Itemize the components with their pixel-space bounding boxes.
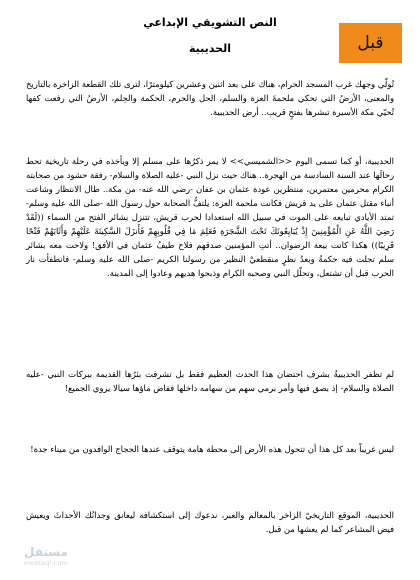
page-subtitle: الحديبية xyxy=(189,42,231,55)
watermark-latin: mostaql.com xyxy=(23,559,69,567)
paragraph-pilgrims: ليس غريباً بعد كل هذا أن تتحول هذه الأرض إلى محطة هامة يتوقف عندها الحجاج الوافدون من ميناء جدة! xyxy=(30,444,394,454)
paragraph-invitation: الحديبية، الموقع التاريخيّ الزاخر بالمعالم والعبر، ندعوك إلى استكشافه ليعانق وجدانُك الأحداثَ ويعيش فيض المشاعر كما لم يعشها من قبل. xyxy=(26,510,394,534)
before-badge: قبل xyxy=(339,23,402,63)
paragraph-intro: تُولّي وجهك غرب المسجد الحرام، هناك على بعد اثنين وعشرين كيلومترًا، لترى تلك القطعة الزاخرة بالتاريخ والمعنى، الأرضُ التي تحكي ملحمةَ العزة والسلم، الحل والحرم، الحكمة والحِلم، الأرضُ التي رفعت كفها تُحيّي مكة الأسيرة تبشرها بفتحٍ قريب.. أرض الحديبية. xyxy=(26,79,394,117)
page-title: النص التشويقي الإبداعي xyxy=(143,16,277,29)
paragraph-history: الحديبية، أو كما تسمى اليوم <<الشميسي>> لا يمر ذكرُها على مسلم إلا ويأخذه في رحلة تاريخية تحط رحالَها عند السنة السادسة من الهجرة.. هناك حيث نزل النبي -عليه الصلاة والسلام- رفقة حشود من صحابته الكرام محرمين معتمرين، منتظرين عودة عثمان بن عفان -رضي الله عنه- من مكة.. طال الانتظار وشاعت أنباء مقتل عثمان على يد قريش فكانت ملحمة العزة: يلتفُّ الصحابة حول رسول الله -صلى الله عليه وسلم- تمتد الأيادي تبايعه على الموت في سبيل الله استعدادا لحرب قريش، تتنزل بشائر الفتح من السماء ((لَقَدْ رَضِيَ اللَّهُ عَنِ الْمُؤْمِنِينَ إِذْ يُبَايِعُونَكَ تَحْتَ الشَّجَرَةِ فَعَلِمَ مَا فِي قُلُوبِهِمْ فَأَنزَلَ السَّكِينَةَ عَلَيْهِمْ وَأَثَابَهُمْ فَتْحًا قَرِيبًا)) هكذا كانت بيعة الرضوان.. أتتِ المؤمنين صدقهم فلاح طيفُ عثمان في الأفق! ولاحت معه بشائر سلم تجلت فيه حكمةُ وبعدُ نظرٍ منقطعيْ النظير من رسولنا الكريم -صلى الله عليه وسلم- فانطفأت نار الحرب قبل أن تشتعل، وتحلّل النبي وصحبه الكرام وذبحوا هديهم وعادوا إلى المدينة. xyxy=(26,156,394,278)
paragraph-well: لم تظفر الحديبيةُ بشرف احتضان هذا الحدث العظيم فقط بل تشرفت بئرُها القديمة ببركات النبي -عليه الصلاة والسلام- إذ بصق فيها وأمر برمي سهم من سهامه داخلها ففاض ماؤها سيالا يروي الجميع! xyxy=(26,369,394,393)
watermark-arabic: مستقل xyxy=(24,545,68,559)
watermark-logo xyxy=(16,545,76,573)
